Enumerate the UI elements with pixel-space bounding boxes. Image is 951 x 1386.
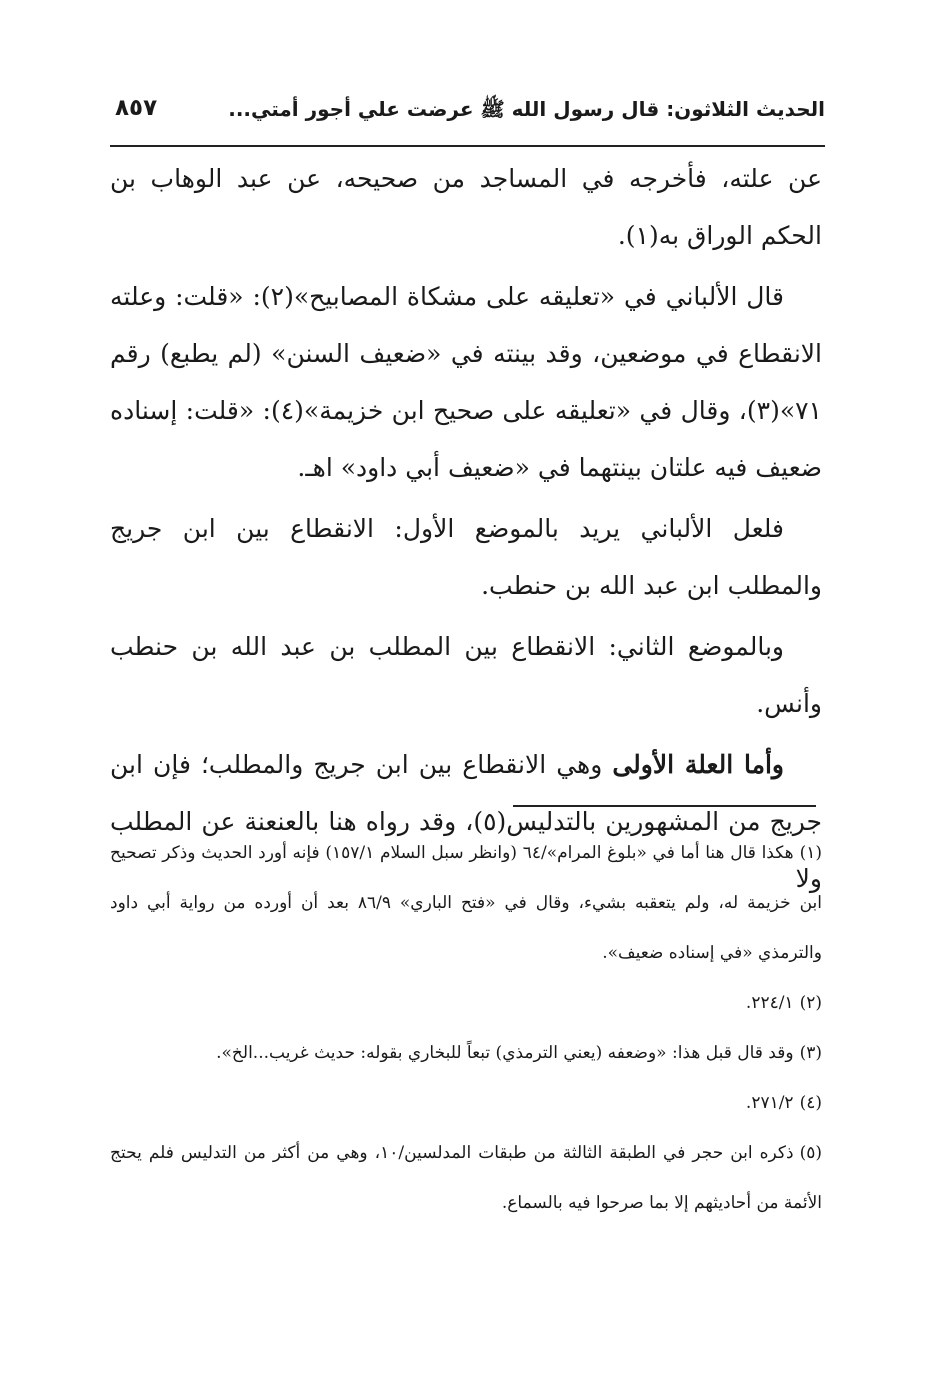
footnote	[110, 978, 822, 1028]
footnote-number: (٢)	[799, 993, 822, 1013]
footnote-number: (٤)	[799, 1093, 822, 1113]
paragraph: قال الألباني في «تعليقه على مشكاة المصابيح»(٢): «قلت: وعلته الانقطاع في موضعين، وقد بينته في «ضعيف السنن» (لم يطبع) رقم ٧١»(٣)، وقال في «تعليقه على صحيح ابن خزيمة»(٤): «قلت: إسناده ضعيف فيه علتان بينتهما في «ضعيف أبي داود» اهـ.	[110, 282, 822, 482]
footnote-text: ٢٧١/٢.	[745, 1093, 794, 1113]
footnote-text: ذكره ابن حجر في الطبقة الثالثة من طبقات المدلسين/١٠، وهي من أكثر من التدليس فلم يحتج الأئمة من أحاديثهم إلا بما صرحوا فيه بالسماع.	[110, 1143, 822, 1213]
footnote	[110, 1028, 822, 1078]
main-text	[110, 150, 822, 907]
paragraph: وبالموضع الثاني: الانقطاع بين المطلب بن عبد الله بن حنطب وأنس.	[110, 632, 822, 718]
paragraph-text: وهي الانقطاع بين ابن جريج والمطلب؛ فإن ابن جريج من المشهورين بالتدليس(٥)، وقد رواه هنا بالعنعنة عن المطلب ولا	[110, 750, 822, 893]
footnote	[110, 828, 822, 978]
footnote	[110, 1078, 822, 1128]
footnote-number: (٥)	[799, 1143, 822, 1163]
bold-phrase: وأما العلة الأولى	[612, 750, 785, 779]
page-number: ٨٥٧	[115, 95, 158, 121]
footnote-text: وقد قال قبل هذا: «وضعفه (يعني الترمذي) تبعاً للبخاري بقوله: حديث غريب...الخ».	[216, 1043, 794, 1063]
paragraph: عن علته، فأخرجه في المساجد من صحيحه، عن عبد الوهاب بن الحكم الوراق به(١).	[110, 164, 822, 250]
header-divider	[110, 145, 825, 147]
footnote-number: (٣)	[799, 1043, 822, 1063]
footnote	[110, 1128, 822, 1228]
running-header	[110, 95, 825, 135]
footnote-text: ٢٢٤/١.	[745, 993, 794, 1013]
paragraph: فلعل الألباني يريد بالموضع الأول: الانقطاع بين ابن جريج والمطلب ابن عبد الله بن حنطب.	[110, 514, 822, 600]
footnote-number: (١)	[799, 843, 822, 863]
footnote-text: هكذا قال هنا أما في «بلوغ المرام»/٦٤ (وانظر سبل السلام ١٥٧/١) فإنه أورد الحديث وذكر تصحيح ابن خزيمة له، ولم يتعقبه بشيء، وقال في «فتح الباري» ٨٦/٩ بعد أن أورده من رواية أبي داود والترمذي «في إسناده ضعيف».	[110, 843, 822, 963]
footnote-divider	[513, 805, 816, 807]
footnotes	[110, 828, 822, 1228]
header-title: الحديث الثلاثون: قال رسول الله ﷺ عرضت علي أجور أمتي...	[228, 97, 825, 121]
